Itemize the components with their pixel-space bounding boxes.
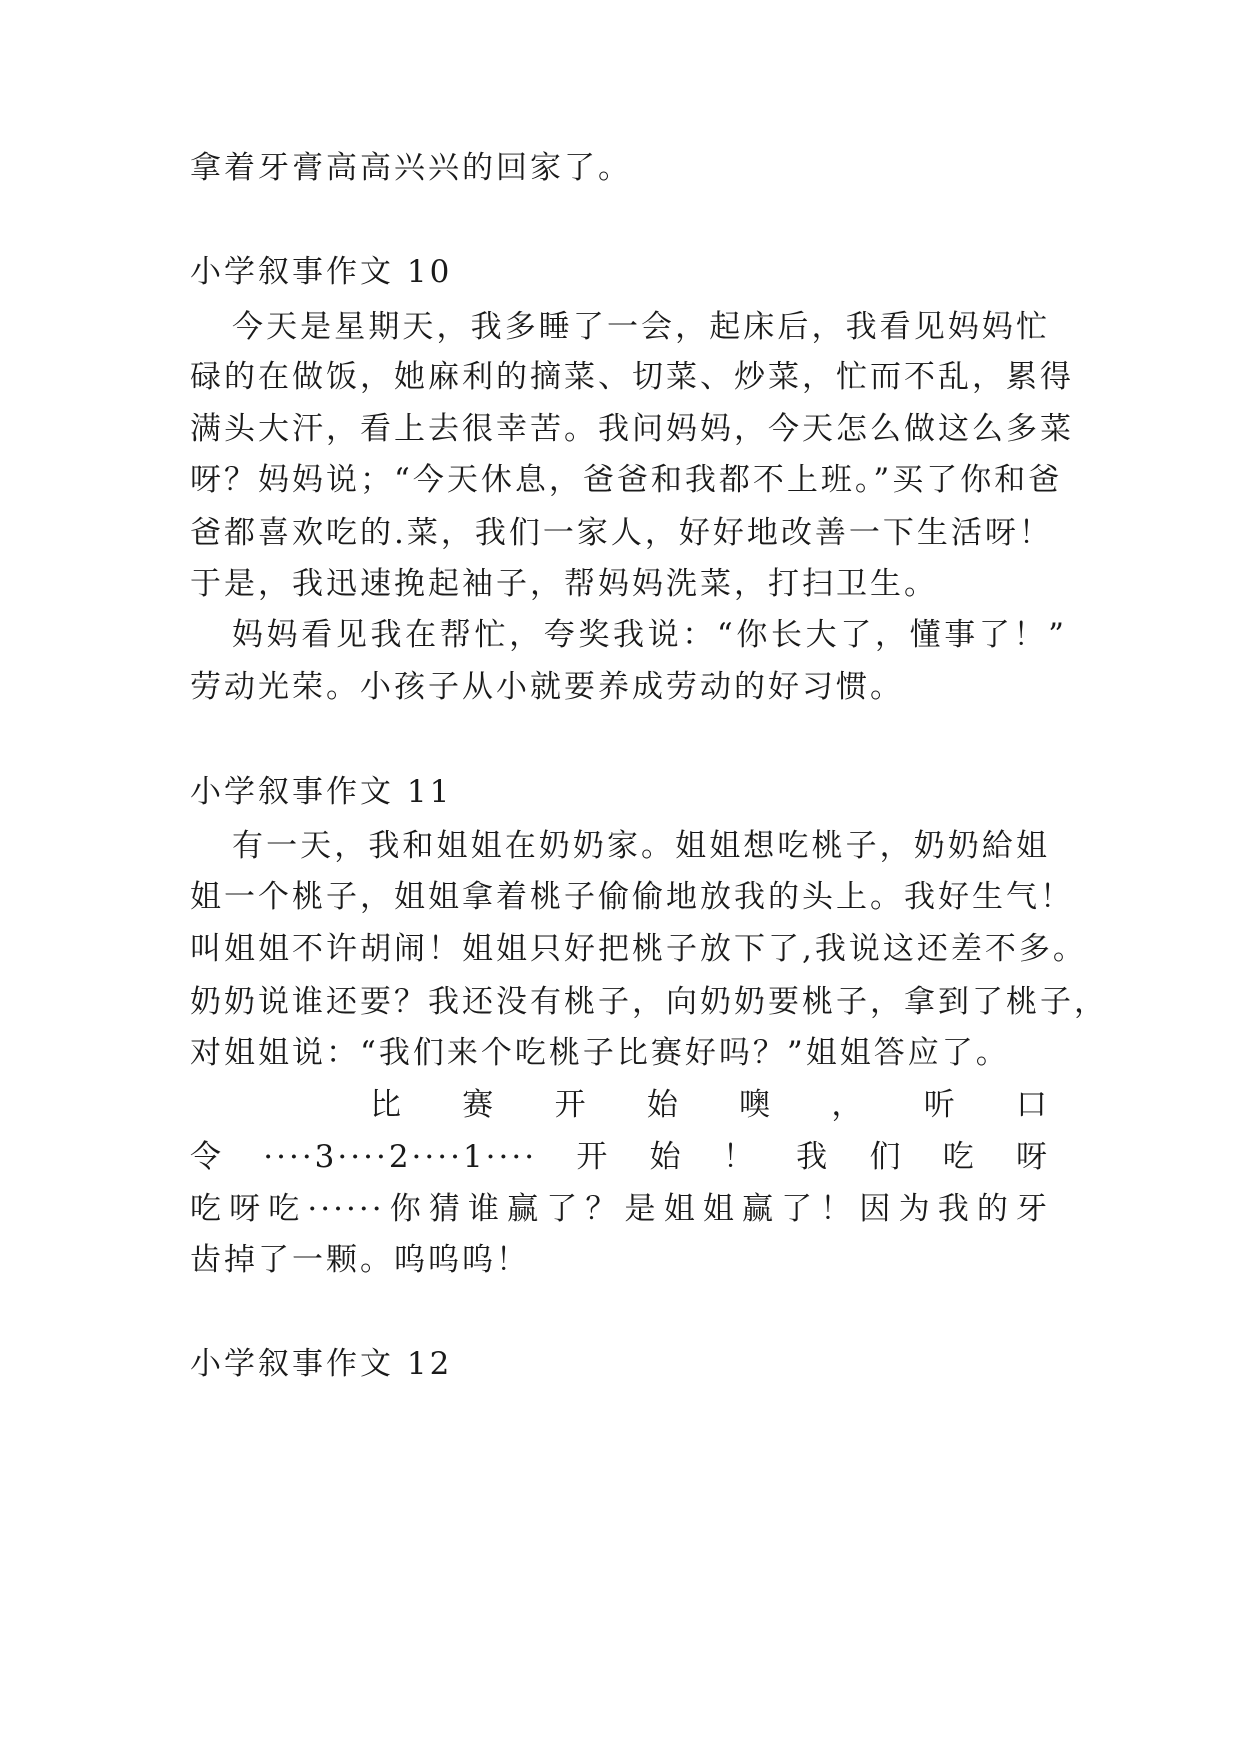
paragraph-line: 奶奶说谁还要？我还没有桃子，向奶奶要桃子，拿到了桃子， (190, 984, 1108, 1020)
spread-char: 开 (554, 1087, 589, 1123)
paragraph-line: 满头大汗，看上去很幸苦。我问妈妈，今天怎么做这么多菜 (190, 411, 1074, 447)
paragraph-line: 拿着牙膏高高兴兴的回家了。 (190, 150, 632, 186)
spread-char: 赛 (462, 1087, 497, 1123)
paragraph-line: 妈妈看见我在帮忙，夸奖我说：“你长大了，懂事了！” (232, 617, 1067, 653)
spread-char: ， (831, 1087, 866, 1123)
spread-char: 听 (923, 1087, 958, 1123)
paragraph-line: 于是，我迅速挽起袖子，帮妈妈洗菜，打扫卫生。 (190, 566, 938, 602)
paragraph-line: 爸都喜欢吃的.菜，我们一家人，好好地改善一下生活呀！ (190, 515, 1053, 551)
spread-char: 口 (1015, 1087, 1050, 1123)
paragraph-line: 令····3····2····1····开始！我们吃呀 (190, 1139, 1050, 1175)
paragraph-line: 劳动光荣。小孩子从小就要养成劳动的好习惯。 (190, 669, 904, 705)
spread-line (370, 1085, 1050, 1125)
paragraph-line: 对姐姐说：“我们来个吃桃子比赛好吗？”姐姐答应了。 (190, 1035, 1010, 1071)
paragraph-line: 有一天，我和姐姐在奶奶家。姐姐想吃桃子，奶奶給姐 (232, 828, 1050, 864)
essay-10-heading: 小学叙事作文 10 (190, 254, 453, 290)
paragraph-line: 吃呀吃······你猜谁赢了？是姐姐赢了！因为我的牙 (190, 1191, 1050, 1227)
paragraph-line: 叫姐姐不许胡闹！姐姐只好把桃子放下了,我说这还差不多。 (190, 931, 1087, 967)
spread-char: 比 (370, 1087, 404, 1123)
essay-12-heading: 小学叙事作文 12 (190, 1346, 453, 1382)
paragraph-line: 齿掉了一颗。呜呜呜！ (190, 1242, 530, 1278)
paragraph-line: 姐一个桃子，姐姐拿着桃子偷偷地放我的头上。我好生气！ (190, 879, 1074, 915)
paragraph-line: 碌的在做饭，她麻利的摘菜、切菜、炒菜，忙而不乱，累得 (190, 359, 1074, 395)
essay-11-heading: 小学叙事作文 11 (190, 774, 453, 810)
paragraph-line: 呀？妈妈说；“今天休息，爸爸和我都不上班。”买了你和爸 (190, 462, 1063, 498)
spread-char: 噢 (739, 1087, 774, 1123)
paragraph-line: 今天是星期天，我多睡了一会，起床后，我看见妈妈忙 (232, 309, 1050, 345)
spread-char: 始 (646, 1087, 681, 1123)
